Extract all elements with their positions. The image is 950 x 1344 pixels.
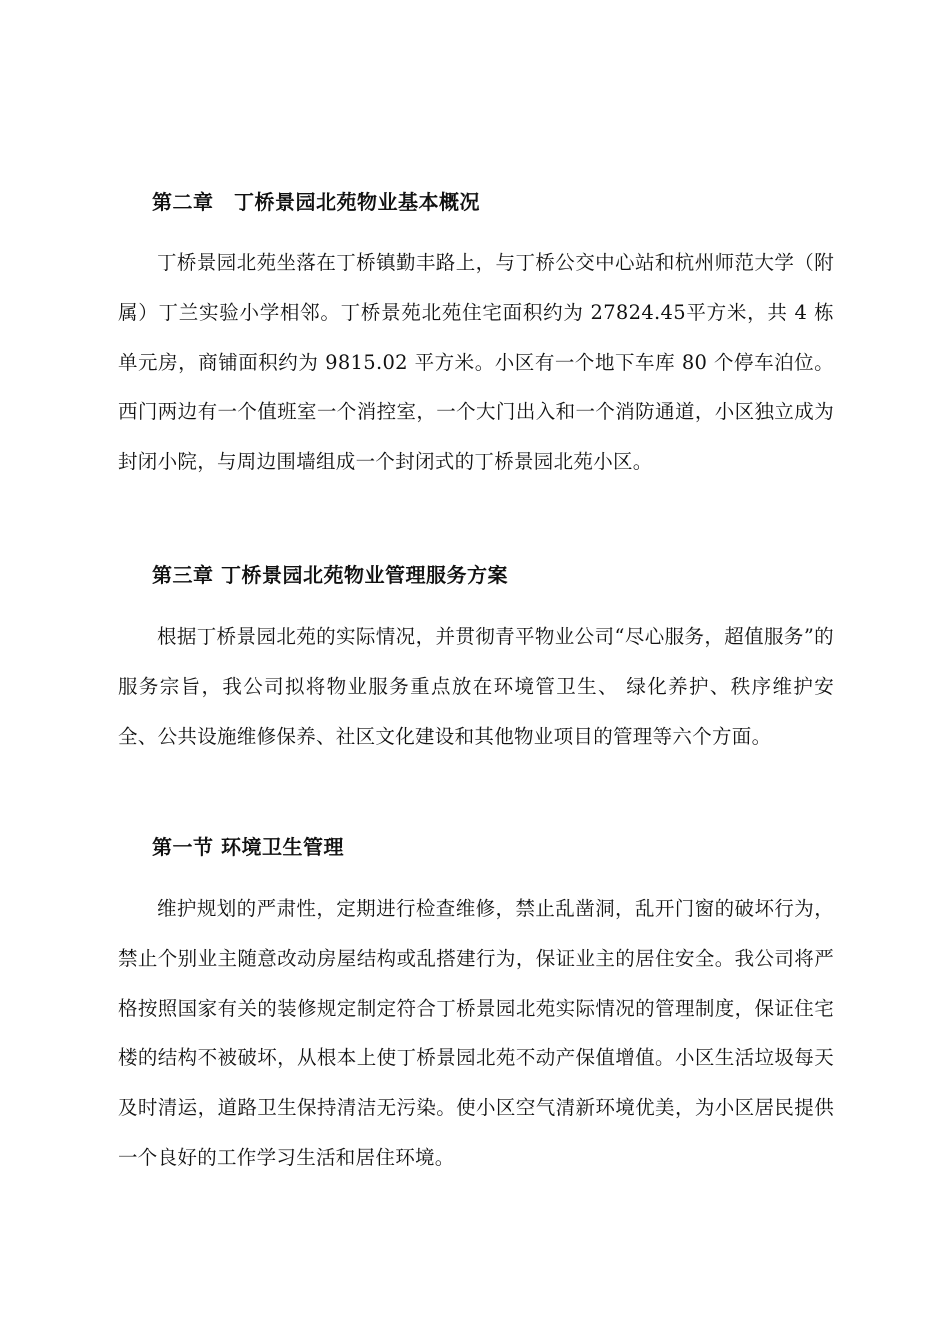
chapter-2-heading: 第二章 丁桥景园北苑物业基本概况: [152, 190, 480, 214]
chapter-3-heading: 第三章 丁桥景园北苑物业管理服务方案: [152, 563, 508, 587]
chapter-2-paragraph: 丁桥景园北苑坐落在丁桥镇勤丰路上，与丁桥公交中心站和杭州师范大学（附属）丁兰实验小学相邻。丁桥景苑北苑住宅面积约为 27824.45平方米，共 4 栋单元房，商铺面积约为 9815.02 平方米。小区有一个地下车库 80 个停车泊位。西门两边有一个值班室一个消控室，一个大门出入和一个消防通道，小区独立成为封闭小院，与周边围墙组成一个封闭式的丁桥景园北苑小区。: [118, 251, 834, 474]
section-1-heading: 第一节 环境卫生管理: [152, 835, 344, 859]
chapter-3-paragraph: 根据丁桥景园北苑的实际情况，并贯彻青平物业公司“尽心服务，超值服务”的服务宗旨，我公司拟将物业服务重点放在环境管卫生、 绿化养护、秩序维护安全、公共设施维修保养、社区文化建设和其他物业项目的管理等六个方面。: [118, 625, 834, 748]
section-1-paragraph: 维护规划的严肃性，定期进行检查维修，禁止乱凿洞，乱开门窗的破坏行为，禁止个别业主随意改动房屋结构或乱搭建行为，保证业主的居住安全。我公司将严格按照国家有关的装修规定制定符合丁桥景园北苑实际情况的管理制度，保证住宅楼的结构不被破坏，从根本上使丁桥景园北苑不动产保值增值。小区生活垃圾每天及时清运，道路卫生保持清洁无污染。使小区空气清新环境优美，为小区居民提供一个良好的工作学习生活和居住环境。: [118, 897, 834, 1169]
